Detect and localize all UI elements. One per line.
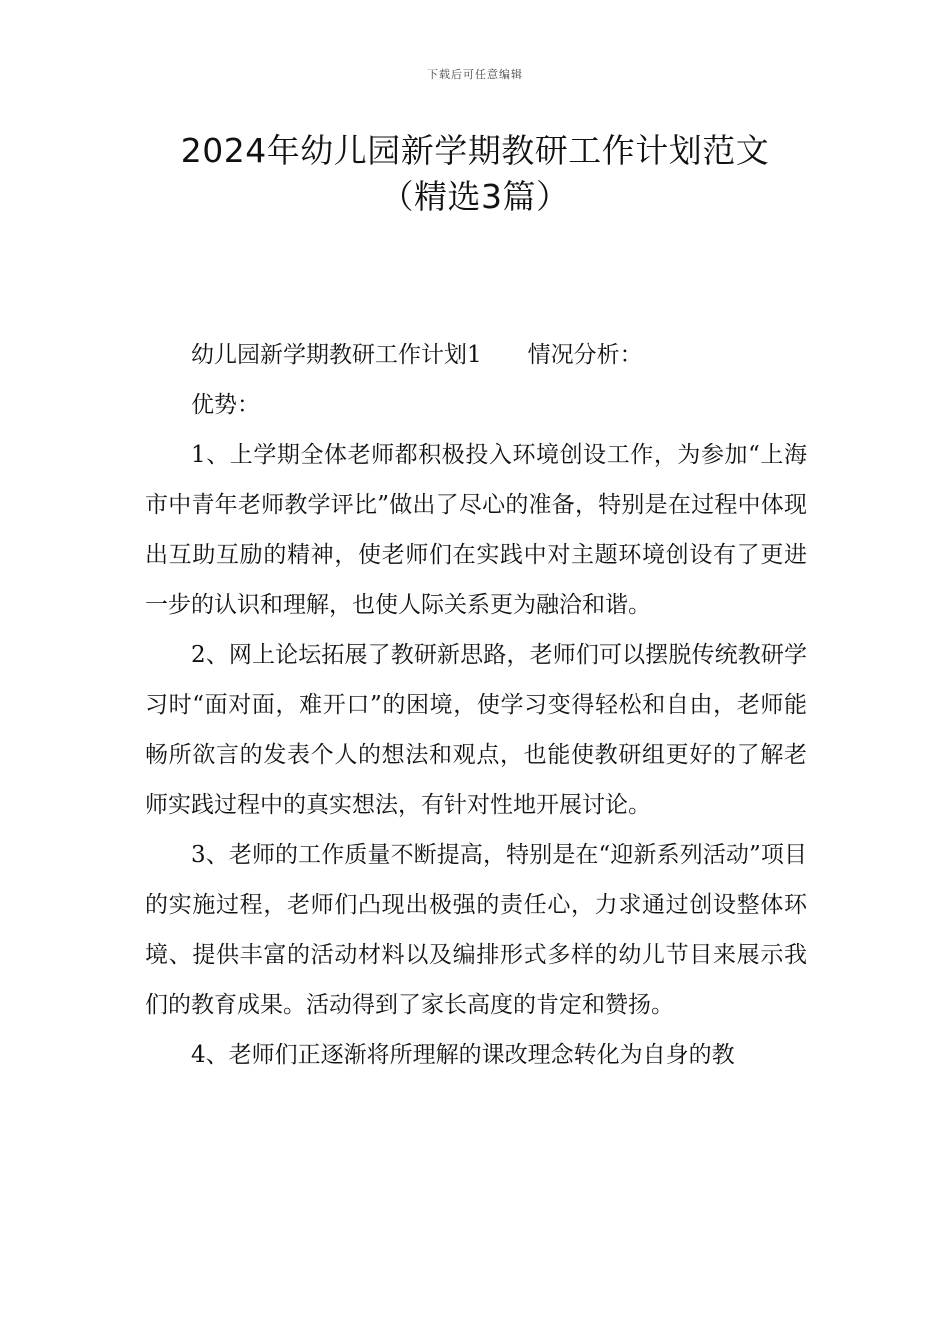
advantages-label: 优势： (191, 392, 260, 418)
paragraph-2: 2、网上论坛拓展了教研新思路，老师们可以摆脱传统教研学习时“面对面，难开口”的困境，使学习变得轻松和自由，老师能畅所欲言的发表个人的想法和观点，也能使教研组更好的了解老师实践过程中的真实想法，有针对性地开展讨论。 (145, 642, 807, 818)
paragraph-3: 3、老师的工作质量不断提高，特别是在“迎新系列活动”项目的实施过程，老师们凸现出极强的责任心，力求通过创设整体环境、提供丰富的活动材料以及编排形式多样的幼儿节目来展示我们的教育成果。活动得到了家长高度的肯定和赞扬。 (145, 842, 807, 1018)
analysis-label: 情况分析： (527, 342, 643, 368)
paragraph-4: 4、老师们正逐渐将所理解的课改理念转化为自身的教 (191, 1042, 735, 1068)
section-heading-line (145, 330, 807, 380)
title-line-1: 2024年幼儿园新学期教研工作计划范文 (180, 131, 770, 170)
header-note: 下载后可任意编辑 (427, 68, 523, 81)
document-body (145, 330, 807, 1080)
section-heading: 幼儿园新学期教研工作计划1 (191, 342, 482, 368)
paragraph-1: 1、上学期全体老师都积极投入环境创设工作，为参加“上海市中青年老师教学评比”做出了尽心的准备，特别是在过程中体现出互助互励的精神，使老师们在实践中对主题环境创设有了更进一步的认识和理解，也使人际关系更为融洽和谐。 (145, 442, 807, 618)
document-title (0, 128, 950, 220)
title-line-2: （精选3篇） (380, 177, 570, 216)
